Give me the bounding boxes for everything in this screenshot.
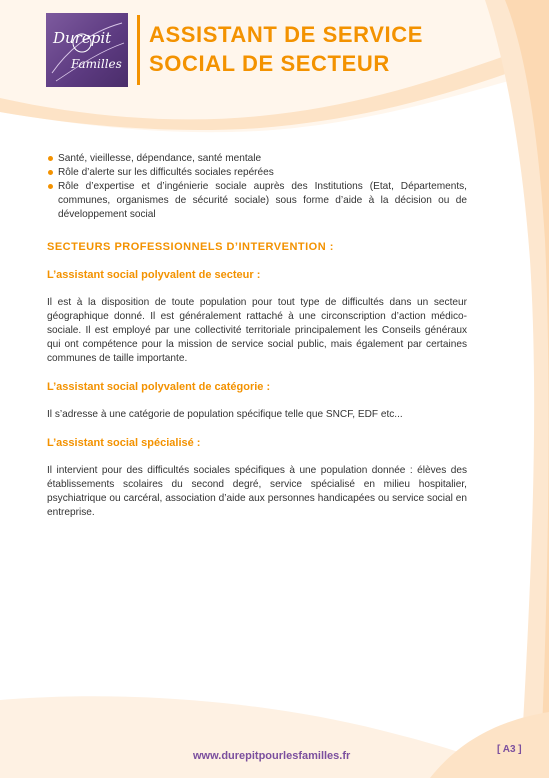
- subheading-polyvalent-secteur: L’assistant social polyvalent de secteur :: [47, 269, 261, 281]
- title-accent-bar: [137, 15, 140, 85]
- page-number: [ A3 ]: [497, 744, 522, 755]
- brand-logo: [46, 13, 128, 87]
- paragraph-polyvalent-secteur: Il est à la disposition de toute population pour tout type de difficultés dans un secteur géographique donné. Il est généralement rattaché à une circonscription d’action médico-sociale. Il est employé par une collectivité territoriale principalement les Conseils généraux qui ont compétence pour la mission de service social public, mais également par certaines communes de taille importante.: [47, 297, 467, 364]
- main-content: [47, 152, 467, 520]
- paragraph-polyvalent-categorie: Il s’adresse à une catégorie de population spécifique telle que SNCF, EDF etc...: [47, 409, 403, 420]
- list-item: Santé, vieillesse, dépendance, santé mentale: [47, 152, 467, 166]
- subheading-polyvalent-categorie: L’assistant social polyvalent de catégorie :: [47, 381, 271, 393]
- bullet-list: [47, 152, 467, 222]
- subheading-specialise: L’assistant social spécialisé :: [47, 437, 201, 449]
- page-title-line-1: ASSISTANT DE SERVICE: [149, 22, 424, 47]
- section-heading: SECTEURS PROFESSIONNELS D’INTERVENTION :: [47, 241, 334, 253]
- page-title: [149, 20, 423, 78]
- logo-line-2: Familles: [71, 57, 122, 71]
- list-item: Rôle d’expertise et d’ingénierie sociale auprès des Institutions (Etat, Départements, communes, organismes de sécurité sociale) sous forme d’aide à la décision ou de développement social: [47, 180, 467, 222]
- footer-website-link[interactable]: www.durepitpourlesfamilles.fr: [193, 750, 351, 762]
- paragraph-specialise: Il intervient pour des difficultés sociales spécifiques à une population donnée : élèves des établissements scolaires du second degré, service spécialisé en milieu hospitalier, psychiatrique ou carcéral, association d’aide aux personnes handicapées ou service social en entreprise.: [47, 465, 467, 518]
- logo-line-1: Durepit: [53, 29, 112, 47]
- page-title-line-2: SOCIAL DE SECTEUR: [149, 51, 390, 76]
- list-item: Rôle d’alerte sur les difficultés sociales repérées: [47, 166, 467, 180]
